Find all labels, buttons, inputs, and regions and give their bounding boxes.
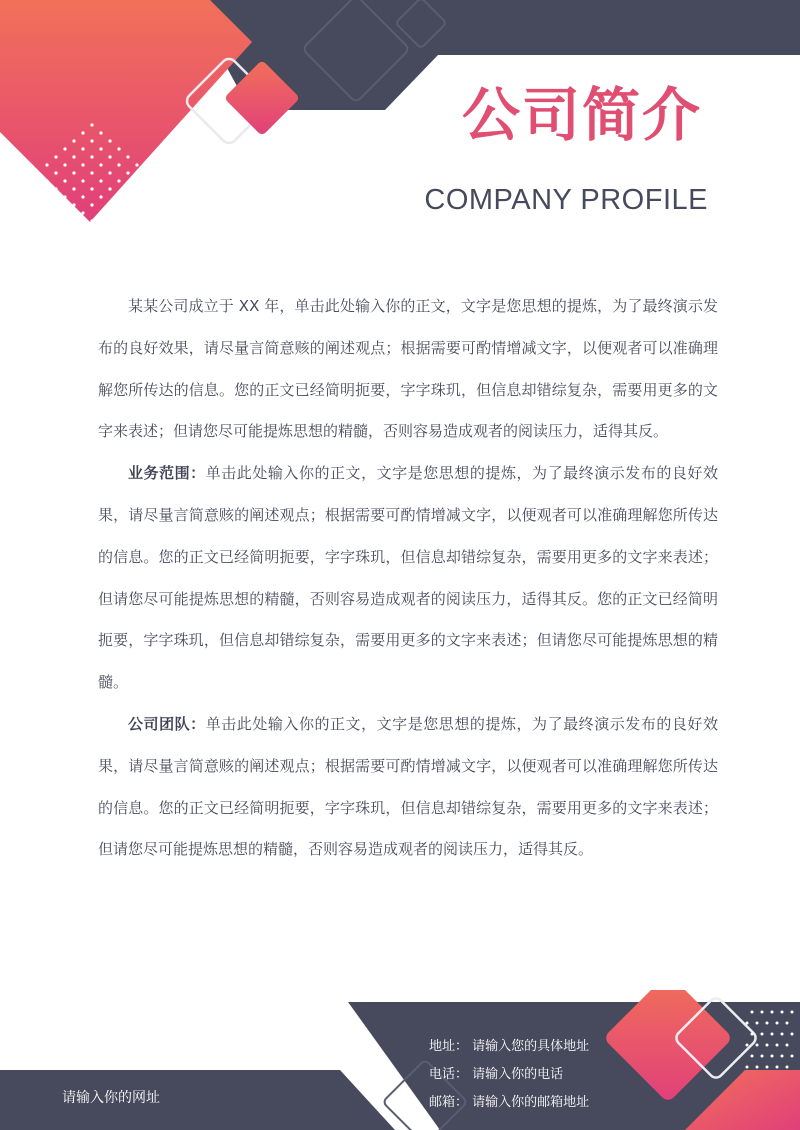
decor-dot [90,203,93,206]
decor-dot [746,1022,749,1025]
decor-dot [766,1022,769,1025]
footer-email: 邮箱： 请输入你的邮箱地址 [429,1095,590,1110]
decor-dot [751,1055,754,1058]
decor-dot [63,147,66,150]
team-paragraph [98,704,718,871]
decor-dot [761,1055,764,1058]
decor-dot [746,1066,749,1069]
decor-dot [81,131,84,134]
decor-dot [756,1044,759,1047]
decor-dot [63,179,66,182]
decor-dot [108,171,111,174]
decor-dot [99,147,102,150]
decor-dot [126,187,129,190]
decor-dot [90,171,93,174]
decor-dot [751,1011,754,1014]
decor-dot [786,1022,789,1025]
decor-dot [135,163,138,166]
decor-dot [99,131,102,134]
decor-dot [81,179,84,182]
decor-dot [72,187,75,190]
decor-dot [751,1033,754,1036]
decor-dot [761,1011,764,1014]
decor-dot [746,1044,749,1047]
decor-dot [776,1044,779,1047]
decor-dot [781,1055,784,1058]
decor-dot [791,1055,794,1058]
decor-dot [786,1044,789,1047]
decor-dot [126,155,129,158]
decor-dot [117,179,120,182]
footer-dark-band-left [0,1070,395,1130]
decor-dot [108,187,111,190]
decor-dot [791,1033,794,1036]
decor-dot [90,155,93,158]
decor-dot [90,219,93,222]
scope-label: 业务范围： [128,464,206,483]
decor-dot [90,187,93,190]
decor-dot [766,1066,769,1069]
decor-dot [126,171,129,174]
decor-dot [54,171,57,174]
decor-dot [776,1022,779,1025]
decor-dot [99,195,102,198]
scope-paragraph [98,453,718,704]
decor-dot [766,1044,769,1047]
decor-dot [117,195,120,198]
decor-dot [72,155,75,158]
decor-dot [81,195,84,198]
decor-dot [72,203,75,206]
scope-text: 单击此处输入你的正文，文字是您思想的提炼，为了最终演示发布的良好效果，请尽量言简意赅的阐述观点；根据需要可酌情增减文字，以便观者可以准确理解您所传达的信息。您的正文已经简明扼要，字字珠玑，但信息却错综复杂，需要用更多的文字来表述；但请您尽可能提炼思想的精髓，否则容易造成观者的阅读压力，适得其反。您的正文已经简明扼要，字字珠玑，但信息却错综复杂，需要用更多的文字来表述；但请您尽可能提炼思想的精髓。 [98,464,718,692]
decor-dot [756,1022,759,1025]
intro-paragraph: 某某公司成立于 XX 年，单击此处输入你的正文，文字是您思想的提炼，为了最终演示发布的良好效果，请尽量言简意赅的阐述观点；根据需要可酌情增减文字，以便观者可以准确理解您所传达的信息。您的正文已经简明扼要，字字珠玑，但信息却错综复杂，需要用更多的文字来表述；但请您尽可能提炼思想的精髓，否则容易造成观者的阅读压力，适得其反。 [98,297,718,441]
decor-dot [54,155,57,158]
team-text: 单击此处输入你的正文，文字是您思想的提炼，为了最终演示发布的良好效果，请尽量言简意赅的阐述观点；根据需要可酌情增减文字，以便观者可以准确理解您所传达的信息。您的正文已经简明扼要，字字珠玑，但信息却错综复杂，需要用更多的文字来表述；但请您尽可能提炼思想的精髓，否则容易造成观者的阅读压力，适得其反。 [98,714,718,859]
footer-contact [429,1033,589,1117]
decor-dot [771,1011,774,1014]
team-label: 公司团队： [128,714,206,733]
decor-dot [781,1033,784,1036]
decor-dot [63,163,66,166]
footer-decoration [0,990,800,1130]
footer-address: 地址： 请输入您的具体地址 [429,1039,590,1054]
decor-dot [72,171,75,174]
decor-dot [81,211,84,214]
decor-dot [63,195,66,198]
decor-dot [99,211,102,214]
decor-dot [108,203,111,206]
decor-dot [72,139,75,142]
decor-dot [45,163,48,166]
decor-dot [144,171,147,174]
decor-dot [761,1033,764,1036]
decor-dot [45,179,48,182]
decor-dot [781,1011,784,1014]
decor-dot [99,163,102,166]
decor-dot [756,1066,759,1069]
footer-website: 请输入你的网址 [62,1090,160,1106]
decor-dot [771,1033,774,1036]
decor-dot [776,1066,779,1069]
decor-dot [99,179,102,182]
decor-dot [791,1011,794,1014]
decor-dot [81,163,84,166]
decor-dot [54,187,57,190]
page-subtitle: COMPANY PROFILE [424,184,708,216]
footer-phone: 电话： 请输入你的电话 [429,1067,564,1082]
body-text [98,286,718,871]
decor-dot [81,147,84,150]
decor-dot [117,163,120,166]
header-pink-diamond [0,0,252,222]
decor-dot [108,155,111,158]
page-title: 公司简介 [461,81,702,149]
decor-dot [135,179,138,182]
decor-dot [786,1066,789,1069]
decor-dot [90,139,93,142]
decor-dot [771,1055,774,1058]
decor-dot [117,147,120,150]
decor-dot [108,139,111,142]
decor-dot [90,123,93,126]
